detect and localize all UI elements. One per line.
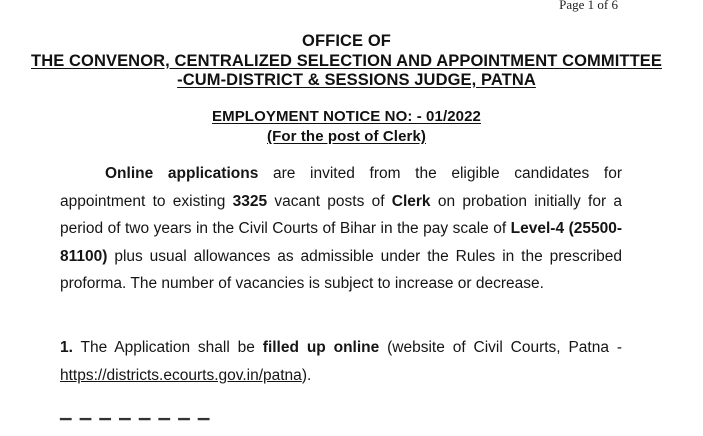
website-text: (website of Civil Courts, Patna -	[379, 339, 622, 356]
judge-heading: -CUM-DISTRICT & SESSIONS JUDGE, PATNA	[177, 71, 536, 89]
ecourts-link[interactable]: https://districts.ecourts.gov.in/patna	[60, 366, 302, 384]
application-text: The Application shall be	[72, 339, 263, 356]
cut-off-text-line: ▔ ▔ ▔ ▔ ▔ ▔ ▔ ▔	[60, 419, 212, 436]
online-applications-text: Online applications	[105, 165, 259, 182]
post-name: Clerk	[391, 192, 431, 210]
office-heading: OFFICE OF	[302, 32, 391, 50]
probation-text: on probation initially for a period of two years in the Civil Courts of Bihar in the pay scale of	[60, 192, 622, 237]
filled-online-text: filled up online	[262, 339, 380, 356]
pay-level: Level-4 (25500-81100)	[60, 220, 622, 265]
instruction-paragraph	[60, 334, 622, 389]
intro-paragraph	[60, 160, 622, 298]
vacancy-count: 3325	[232, 192, 268, 210]
page-number: Page 1 of 6	[559, 0, 618, 12]
invited-text: are invited from the eligible candidates for appointment to existing	[60, 165, 623, 210]
notice-title: EMPLOYMENT NOTICE NO: - 01/2022	[212, 108, 481, 125]
allowances-text: plus usual allowances as admissible under the Rules in the prescribed proforma. The number of vacancies is subject to increase or decrease.	[60, 247, 622, 292]
vacant-posts-text: vacant posts of	[267, 192, 392, 210]
notice-subtitle: (For the post of Clerk)	[267, 128, 426, 145]
closing-text: ).	[301, 366, 312, 384]
item-number: 1.	[60, 339, 73, 356]
convenor-heading: THE CONVENOR, CENTRALIZED SELECTION AND APPOINTMENT COMMITTEE	[31, 52, 662, 70]
